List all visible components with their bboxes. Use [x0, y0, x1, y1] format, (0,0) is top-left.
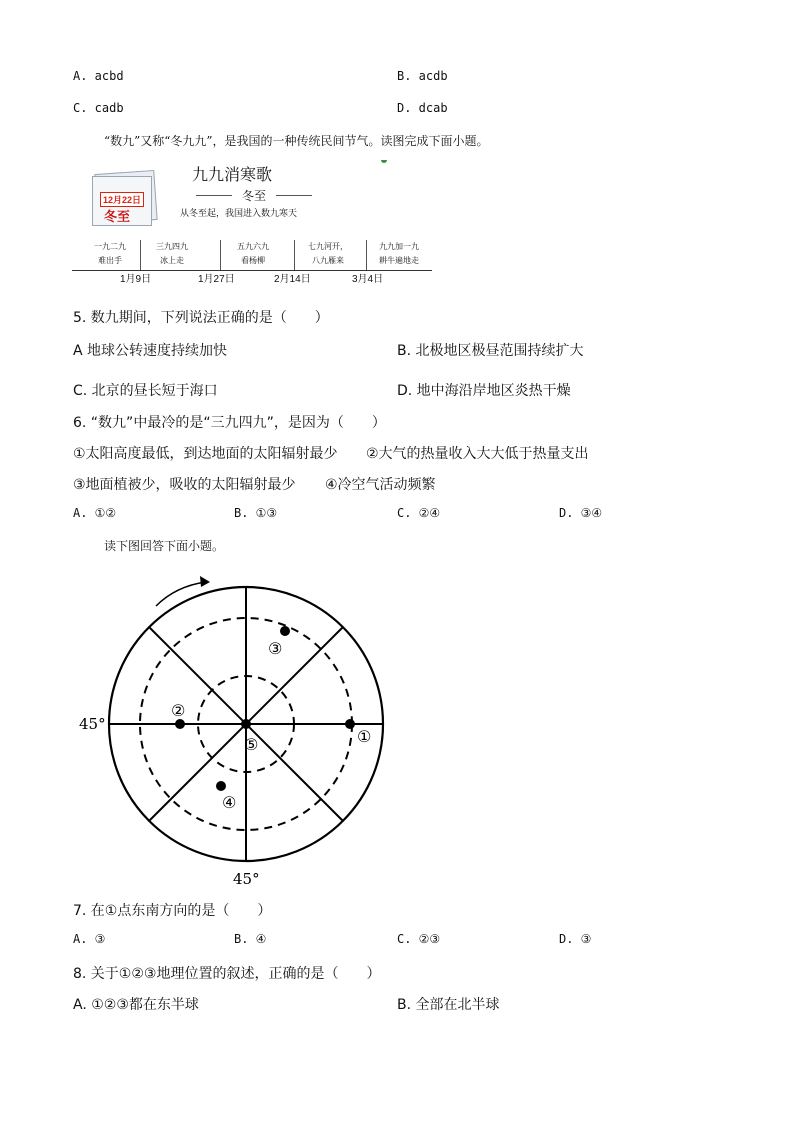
polar-diagram [76, 570, 396, 890]
intro-shujiu: “数九”又称“冬九九”，是我国的一种传统民间节气。读图完成下面小题。 [104, 134, 489, 148]
point-2 [175, 719, 185, 729]
q6-option-a: A. ①② [73, 506, 117, 520]
q6-stem: 6. “数九”中最冷的是“三九四九”，是因为（ ） [73, 415, 386, 431]
q6-option-b: B. ①③ [234, 506, 278, 520]
q8-option-a: A. ①②③都在东半球 [73, 997, 199, 1013]
intro-diagram: 读下图回答下面小题。 [104, 539, 225, 553]
figure-title: 九九消寒歌 [192, 165, 273, 184]
timeline-segment: 七九河开， 八九雁来 [308, 242, 348, 265]
point-4 [216, 781, 226, 791]
q4-option-a: A. acbd [73, 69, 124, 83]
calendar-date: 12月22日 [100, 192, 144, 207]
q5-option-a: A 地球公转速度持续加快 [73, 343, 228, 359]
q6-statement-2: ②大气的热量收入大大低于热量支出 [366, 446, 589, 462]
label-45-bottom: 45° [233, 870, 260, 888]
q7-stem: 7. 在①点东南方向的是（ ） [73, 903, 272, 919]
q7-option-c: C. ②③ [397, 932, 441, 946]
label-point-4: ④ [222, 793, 237, 812]
figure-subtitle: 冬至 [242, 189, 267, 203]
label-point-1: ① [357, 727, 372, 746]
q6-statement-3: ③地面植被少，吸收的太阳辐射最少 [73, 477, 296, 493]
timeline-date: 2月14日 [274, 274, 311, 285]
point-5 [241, 719, 251, 729]
q5-stem: 5. 数九期间，下列说法正确的是（ ） [73, 310, 329, 326]
point-1 [345, 719, 355, 729]
q7-option-b: B. ④ [234, 932, 267, 946]
q5-option-d: D. 地中海沿岸地区炎热干燥 [397, 383, 571, 399]
q4-option-c: C. cadb [73, 101, 124, 115]
q7-option-a: A. ③ [73, 932, 106, 946]
point-3 [280, 626, 290, 636]
timeline-segment: 五九六九 看杨柳 [237, 242, 269, 265]
q7-option-d: D. ③ [559, 932, 592, 946]
jiujiu-figure [72, 160, 442, 288]
label-point-3: ③ [268, 639, 283, 658]
timeline [72, 240, 432, 271]
timeline-date: 1月27日 [198, 274, 235, 285]
q6-statement-1: ①太阳高度最低，到达地面的太阳辐射最少 [73, 446, 338, 462]
q6-option-c: C. ②④ [397, 506, 441, 520]
q8-stem: 8. 关于①②③地理位置的叙述，正确的是（ ） [73, 966, 381, 982]
timeline-date: 3月4日 [352, 274, 384, 285]
calendar-icon [90, 170, 160, 226]
label-point-2: ② [171, 701, 186, 720]
q4-option-b: B. acdb [397, 69, 448, 83]
q6-option-d: D. ③④ [559, 506, 603, 520]
q5-option-b: B. 北极地区极昼范围持续扩大 [397, 343, 584, 359]
q4-option-d: D. dcab [397, 101, 448, 115]
figure-caption: 从冬至起，我国进入数九寒天 [180, 209, 298, 219]
timeline-date: 1月9日 [120, 274, 152, 285]
arrow-head-icon [200, 576, 210, 587]
q6-statement-4: ④冷空气活动频繁 [325, 477, 436, 493]
label-45-left: 45° [79, 715, 106, 733]
q5-option-c: C. 北京的昼长短于海口 [73, 383, 218, 399]
timeline-segment: 九九加一九 耕牛遍地走 [379, 242, 419, 265]
timeline-segment: 一九二九 难出手 [94, 242, 126, 265]
decor-mark [381, 160, 387, 163]
label-point-5: ⑤ [244, 735, 259, 754]
q8-option-b: B. 全部在北半球 [397, 997, 500, 1013]
calendar-word: 冬至 [104, 210, 131, 225]
timeline-segment: 三九四九 冰上走 [156, 242, 188, 265]
